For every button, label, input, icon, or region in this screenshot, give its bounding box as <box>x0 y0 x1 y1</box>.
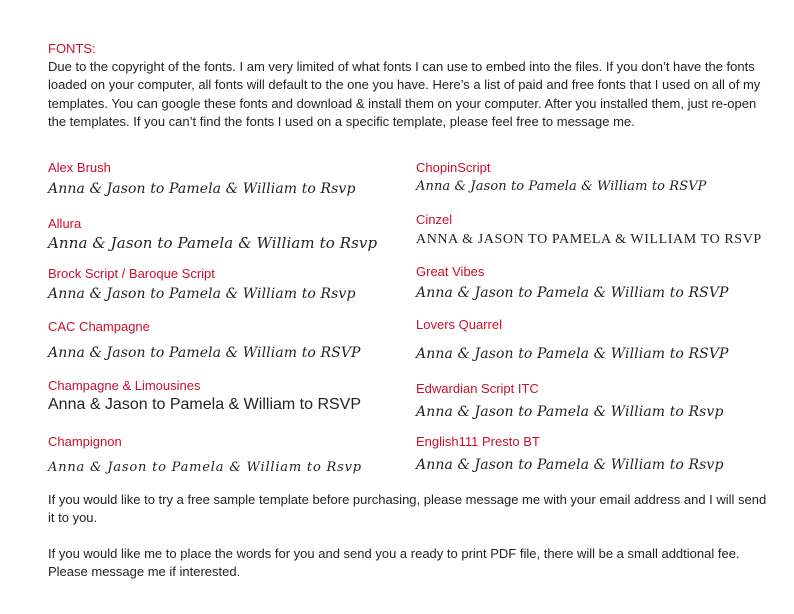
font-entry-brock-script <box>48 266 398 302</box>
font-name: Champignon <box>48 434 122 449</box>
font-sample: Anna & Jason to Pamela & William to Rsvp <box>48 460 362 475</box>
font-name: English111 Presto BT <box>416 434 540 449</box>
font-entry-champagne-limousines <box>48 378 398 413</box>
font-entry-chopinscript <box>416 160 776 194</box>
font-sample: Anna & Jason to Pamela & William to RSVP <box>416 179 707 194</box>
font-sample: Anna & Jason to Pamela & William to Rsvp <box>48 286 356 302</box>
font-entry-english111-presto <box>416 434 776 473</box>
font-sample: Anna & Jason to Pamela & William to Rsvp <box>416 404 724 420</box>
font-entry-cac-champagne <box>48 319 398 361</box>
font-name: Allura <box>48 216 82 231</box>
font-name: Cinzel <box>416 212 453 227</box>
intro-paragraph: Due to the copyright of the fonts. I am very limited of what fonts I can use to embed into the files. If you don’t have the fonts loaded on your computer, all fonts will default to the one you have. Here’s a list of paid and free fonts that I used on all of my templates. You can google these fonts and download & install them on your computer. After you installed them, just re-open the templates. If you can’t find the fonts I used on a specific template, please feel free to message me. <box>48 59 761 130</box>
font-sample: Anna & Jason to Pamela & William to Rsvp <box>416 457 724 473</box>
font-entry-champignon <box>48 434 398 475</box>
font-entry-allura <box>48 216 398 252</box>
font-name: Champagne & Limousines <box>48 378 201 393</box>
font-sample: Anna & Jason to Pamela & William to RSVP <box>416 346 729 362</box>
pdf-service-paragraph: If you would like me to place the words for you and send you a ready to print PDF file, there will be a small addtional fee. Please message me if interested. <box>48 546 740 580</box>
font-sample: ANNA & JASON TO PAMELA & WILLIAM TO RSVP <box>416 232 762 247</box>
font-name: Edwardian Script ITC <box>416 381 539 396</box>
free-sample-paragraph: If you would like to try a free sample template before purchasing, please message me with your email address and I will send it to you. <box>48 492 767 526</box>
font-sample: Anna & Jason to Pamela & William to RSVP <box>48 345 361 361</box>
font-entry-alex-brush <box>48 160 398 197</box>
font-entry-great-vibes <box>416 264 776 301</box>
font-name: Brock Script / Baroque Script <box>48 266 215 281</box>
font-sample: Anna & Jason to Pamela & William to Rsvp <box>48 181 356 197</box>
font-name: CAC Champagne <box>48 319 150 334</box>
font-name: ChopinScript <box>416 160 491 175</box>
font-entry-edwardian-script <box>416 381 776 420</box>
font-entry-lovers-quarrel <box>416 317 776 362</box>
font-sample: Anna & Jason to Pamela & William to Rsvp <box>48 234 378 252</box>
font-name: Alex Brush <box>48 160 111 175</box>
font-name: Lovers Quarrel <box>416 317 502 332</box>
font-entry-cinzel <box>416 212 776 247</box>
font-sample: Anna & Jason to Pamela & William to RSVP <box>48 396 362 413</box>
font-name: Great Vibes <box>416 264 485 279</box>
font-sample: Anna & Jason to Pamela & William to RSVP <box>416 285 729 301</box>
fonts-heading: FONTS: <box>48 41 96 56</box>
